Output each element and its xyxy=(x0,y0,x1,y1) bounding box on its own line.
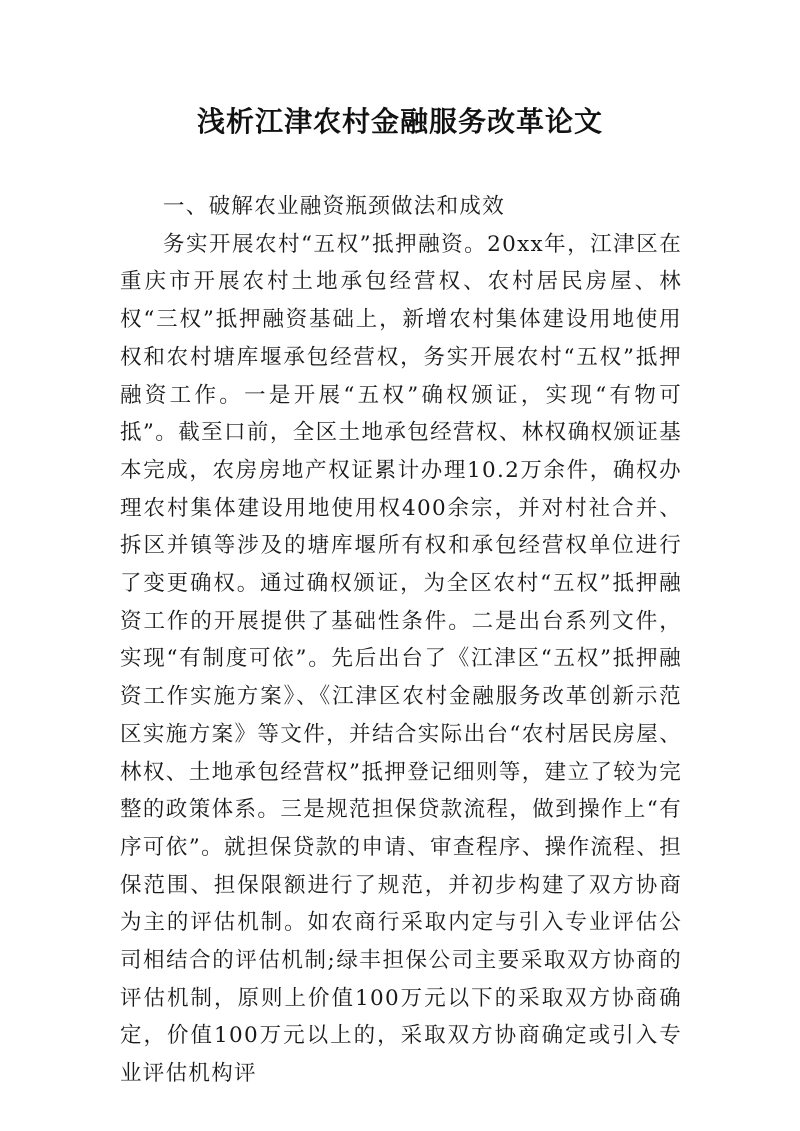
body-paragraph: 务实开展农村“五权”抵押融资。20xx年，江津区在重庆市开展农村土地承包经营权、农村居民房屋、林权“三权”抵押融资基础上，新增农村集体建设用地使用权和农村塘库堰承包经营权，务实开展农村“五权”抵押融资工作。一是开展“五权”确权颁证，实现“有物可抵”。截至口前，全区土地承包经营权、林权确权颁证基本完成，农房房地产权证累计办理10.2万余件，确权办理农村集体建设用地使用权400余宗，并对村社合并、拆区并镇等涉及的塘库堰所有权和承包经营权单位进行了变更确权。通过确权颁证，为全区农村“五权”抵押融资工作的开展提供了基础性条件。二是出台系列文件，实现“有制度可依”。先后出台了《江津区“五权”抵押融资工作实施方案》、《江津区农村金融服务改革创新示范区实施方案》等文件，并结合实际出台“农村居民房屋、林权、土地承包经营权”抵押登记细则等，建立了较为完整的政策体系。三是规范担保贷款流程，做到操作上“有序可依”。就担保贷款的申请、审查程序、操作流程、担保范围、担保限额进行了规范，并初步构建了双方协商为主的评估机制。如农商行采取内定与引入专业评估公司相结合的评估机制;绿丰担保公司主要采取双方协商的评估机制，原则上价值100万元以下的采取双方协商确定，价值100万元以上的，采取双方协商确定或引入专业评估机构评 xyxy=(120,231,682,1087)
document-title: 浅析江津农村金融服务改革论文 xyxy=(196,105,603,138)
document-body xyxy=(120,188,682,1093)
section-heading: 一、破解农业融资瓶颈做法和成效 xyxy=(163,194,506,219)
